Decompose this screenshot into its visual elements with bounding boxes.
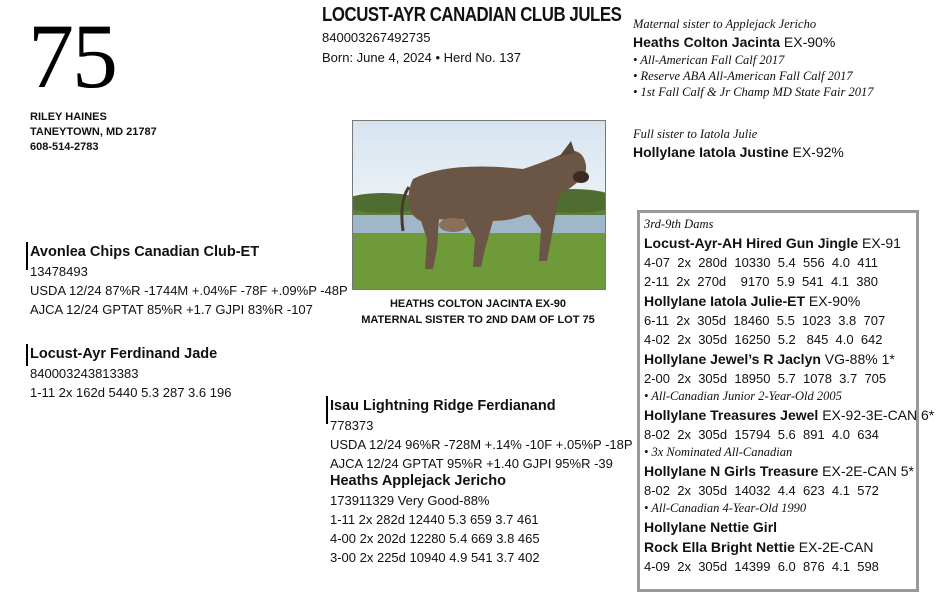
owner-info — [30, 110, 157, 155]
dam-7-record-1: 8-02 2x 305d 14032 4.4 623 4.1 572 — [644, 483, 879, 498]
sire-dam-block — [30, 344, 231, 402]
animal-reg: 840003267492735 — [322, 30, 431, 45]
dam-4-record-1: 6-11 2x 305d 18460 5.5 1023 3.8 707 — [644, 313, 886, 328]
dam-6-note: • 3x Nominated All-Canadian — [644, 445, 793, 459]
photo-caption — [352, 296, 604, 328]
dam-3-title — [644, 233, 912, 253]
dam-4-title — [644, 291, 912, 311]
animal-born: Born: June 4, 2024 • Herd No. 137 — [322, 50, 521, 65]
dam-9-record-1: 4-09 2x 305d 14399 6.0 876 4.1 598 — [644, 559, 879, 574]
dam-5-name: Hollylane Jewel’s R Jaclyn — [644, 351, 821, 367]
dam-3-name: Locust-Ayr-AH Hired Gun Jingle — [644, 235, 859, 251]
dam-7-score: EX-2E-CAN 5* — [818, 463, 914, 479]
sister2-score: EX-92% — [788, 144, 844, 160]
animal-name: LOCUST-AYR CANADIAN CLUB JULES — [322, 4, 622, 26]
pedigree-bracket-sire-dam — [26, 344, 28, 366]
dam-6-title — [644, 405, 935, 425]
sire-ajca: AJCA 12/24 GPTAT 85%R +1.7 GJPI 83%R -107 — [30, 302, 313, 317]
dam-5-record-1: 2-00 2x 305d 18950 5.7 1078 3.7 705 — [644, 371, 887, 386]
dam-sire-reg: 778373 — [330, 418, 374, 433]
dams-box — [637, 210, 935, 592]
sister2-title — [633, 142, 844, 162]
sister2-name: Hollylane Iatola Justine — [633, 144, 789, 160]
cow-photo-image — [353, 121, 605, 289]
dam-6-record-1: 8-02 2x 305d 15794 5.6 891 4.0 634 — [644, 427, 879, 442]
dam-3-score: EX-91 — [858, 235, 901, 251]
sister2-intro: Full sister to Iatola Julie — [633, 127, 758, 141]
dam-9-name: Rock Ella Bright Nettie — [644, 539, 795, 555]
dam-3-record-1: 4-07 2x 280d 10330 5.4 556 4.0 411 — [644, 255, 878, 270]
dam-4-record-2: 4-02 2x 305d 16250 5.2 845 4.0 642 — [644, 332, 883, 347]
dam-sire-name: Isau Lightning Ridge Ferdianand — [330, 398, 556, 414]
sister1-bullet-2: • Reserve ABA All-American Fall Calf 2017 — [633, 69, 853, 83]
sire-dam-reg: 840003243813383 — [30, 366, 139, 381]
sire-block — [30, 242, 348, 319]
dam-6-score: EX-92-3E-CAN 6* — [818, 407, 935, 423]
cow-photo — [352, 120, 606, 290]
dam-5-score: VG-88% 1* — [820, 351, 895, 367]
sister2-block — [633, 126, 844, 162]
sister1-block — [633, 16, 874, 100]
lot-number: 75 — [28, 5, 116, 107]
sire-usda: USDA 12/24 87%R -1744M +.04%F -78F +.09%P -48P — [30, 283, 348, 298]
dam-sire-usda: USDA 12/24 96%R -728M +.14% -10F +.05%P -18P — [330, 437, 633, 452]
dam-7-title — [644, 461, 912, 481]
sister1-bullet-3: • 1st Fall Calf & Jr Champ MD State Fair 2017 — [633, 85, 874, 99]
dam-4-score: EX-90% — [805, 293, 861, 309]
sister1-intro: Maternal sister to Applejack Jericho — [633, 17, 817, 31]
owner-phone: 608-514-2783 — [30, 141, 99, 153]
photo-caption-line2: MATERNAL SISTER TO 2ND DAM OF LOT 75 — [361, 314, 595, 326]
dam-8-name: Hollylane Nettie Girl — [644, 519, 778, 535]
dam-sire-block — [330, 396, 633, 567]
sister1-bullet-1: • All-American Fall Calf 2017 — [633, 53, 785, 67]
dam-sire-ajca: AJCA 12/24 GPTAT 95%R +1.40 GJPI 95%R -39 — [330, 456, 613, 471]
pedigree-bracket-dam-sire — [326, 396, 328, 424]
dams-heading: 3rd-9th Dams — [644, 217, 714, 231]
dam-name: Heaths Applejack Jericho — [330, 473, 506, 489]
owner-city: TANEYTOWN, MD 21787 — [30, 126, 157, 138]
dam-4-name: Hollylane Iatola Julie-ET — [644, 293, 806, 309]
photo-caption-line1: HEATHS COLTON JACINTA EX-90 — [389, 298, 567, 310]
dam-7-name: Hollylane N Girls Treasure — [644, 463, 819, 479]
sire-dam-record: 1-11 2x 162d 5440 5.3 287 3.6 196 — [30, 385, 232, 400]
dam-reg: 173911329 Very Good-88% — [330, 493, 490, 508]
sister1-title — [633, 32, 874, 52]
owner-name: RILEY HAINES — [30, 111, 107, 123]
sister1-name: Heaths Colton Jacinta — [633, 34, 781, 50]
dam-7-note: • All-Canadian 4-Year-Old 1990 — [644, 501, 807, 515]
dam-5-note: • All-Canadian Junior 2-Year-Old 2005 — [644, 389, 842, 403]
sire-name: Avonlea Chips Canadian Club-ET — [30, 244, 260, 260]
dam-record-3: 3-00 2x 225d 10940 4.9 541 3.7 402 — [330, 550, 540, 565]
dam-5-title — [644, 349, 912, 369]
sire-dam-name: Locust-Ayr Ferdinand Jade — [30, 346, 218, 362]
dam-3-record-2: 2-11 2x 270d 9170 5.9 541 4.1 380 — [644, 274, 878, 289]
sister1-score: EX-90% — [780, 34, 836, 50]
pedigree-bracket-sire — [26, 242, 28, 270]
sire-reg: 13478493 — [30, 264, 88, 279]
dam-record-2: 4-00 2x 202d 12280 5.4 669 3.8 465 — [330, 531, 540, 546]
dam-6-name: Hollylane Treasures Jewel — [644, 407, 819, 423]
dam-9-score: EX-2E-CAN — [794, 539, 874, 555]
dam-9-title — [644, 537, 912, 557]
dam-record-1: 1-11 2x 282d 12440 5.3 659 3.7 461 — [330, 512, 539, 527]
